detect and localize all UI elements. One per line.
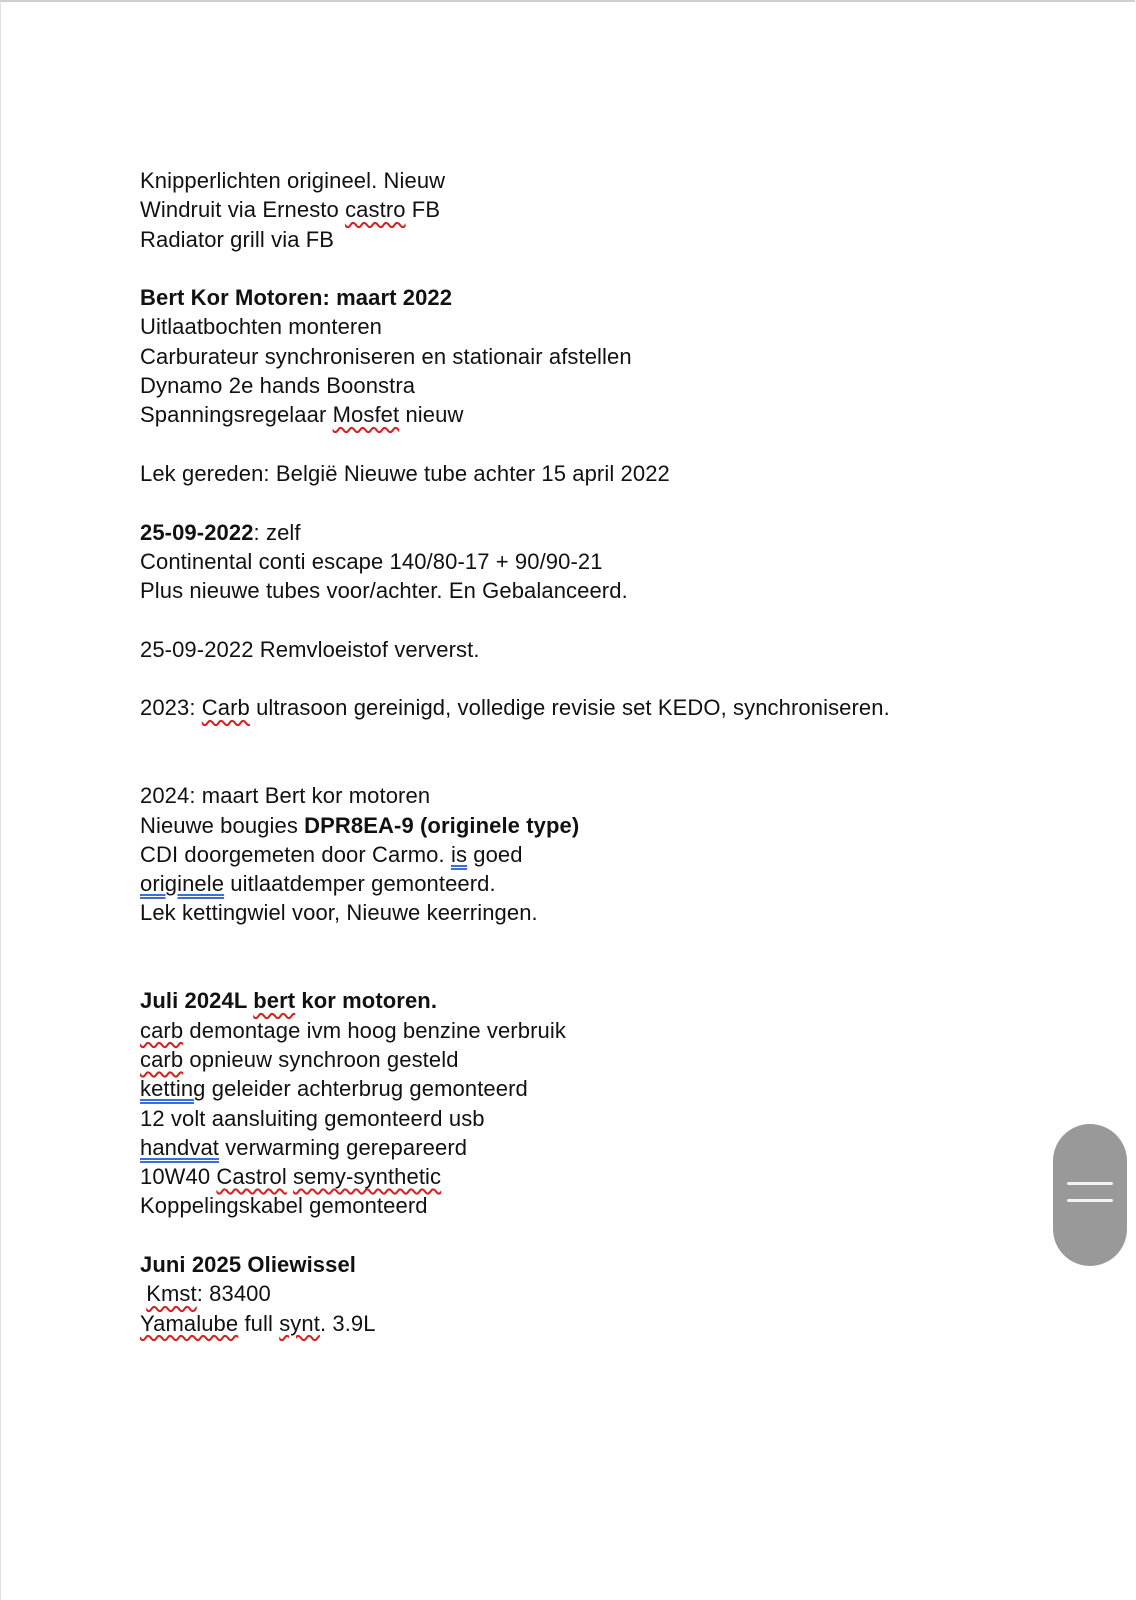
text-line: Uitlaatbochten monteren <box>140 314 383 340</box>
text-line: 12 volt aansluiting gemonteerd usb <box>140 1105 485 1131</box>
misspelled-word[interactable]: Yamalube <box>140 1310 239 1336</box>
grammar-flagged-word[interactable]: is <box>450 841 468 867</box>
text-line: Dynamo 2e hands Boonstra <box>140 373 416 399</box>
misspelled-word[interactable]: synt <box>279 1310 320 1336</box>
text-line: 2024: maart Bert kor motoren <box>140 783 431 809</box>
section-heading: Bert Kor Motoren: maart 2022 <box>140 285 453 311</box>
text-line: CDI doorgemeten door Carmo. is goed <box>140 841 523 867</box>
text-line: Carburateur synchroniseren en stationair afstellen <box>140 343 632 369</box>
drag-handle-icon <box>1067 1182 1113 1185</box>
section-heading: Juni 2025 Oliewissel <box>140 1251 357 1277</box>
grammar-flagged-word[interactable]: originele <box>140 871 225 897</box>
misspelled-word[interactable]: carb <box>140 1046 184 1072</box>
misspelled-word[interactable]: semy-synthetic <box>293 1164 442 1190</box>
text-line: 25-09-2022: zelf <box>140 519 301 545</box>
text-line: ketting geleider achterbrug gemonteerd <box>140 1076 528 1102</box>
part-number: DPR8EA-9 (originele type) <box>304 812 580 838</box>
grammar-flagged-word[interactable]: handvat <box>140 1134 219 1160</box>
text-line: Kmst: 83400 <box>146 1281 271 1307</box>
text-line: 10W40 Castrol semy-synthetic <box>140 1164 442 1190</box>
text-line: Continental conti escape 140/80-17 + 90/90-21 <box>140 548 603 574</box>
text-line: carb opnieuw synchroon gesteld <box>140 1046 459 1072</box>
text-line: 25-09-2022 Remvloeistof ververst. <box>140 636 480 662</box>
misspelled-word[interactable]: Mosfet <box>332 402 400 428</box>
misspelled-word[interactable]: Kmst <box>146 1281 197 1307</box>
text-line: carb demontage ivm hoog benzine verbruik <box>140 1017 566 1043</box>
text-line: Lek gereden: België Nieuwe tube achter 15 april 2022 <box>140 460 670 486</box>
text-line: Radiator grill via FB <box>140 226 335 252</box>
text-line: Knipperlichten origineel. Nieuw <box>140 168 446 193</box>
date-label: 25-09-2022 <box>140 519 254 545</box>
scroll-handle[interactable] <box>1053 1124 1127 1266</box>
misspelled-word[interactable]: carb <box>140 1017 184 1043</box>
document-body <box>140 166 1040 1338</box>
text-line: Koppelingskabel gemonteerd <box>140 1193 428 1219</box>
drag-handle-icon <box>1067 1199 1113 1202</box>
text-line: Yamalube full synt. 3.9L <box>140 1310 376 1336</box>
text-line: Spanningsregelaar Mosfet nieuw <box>140 402 464 428</box>
text-line: Nieuwe bougies DPR8EA-9 (originele type) <box>140 812 580 838</box>
text-line: Lek kettingwiel voor, Nieuwe keerringen. <box>140 900 538 926</box>
misspelled-word[interactable]: Castrol <box>216 1164 287 1190</box>
text-line: handvat verwarming gerepareerd <box>140 1134 468 1160</box>
misspelled-word[interactable]: bert <box>253 988 296 1014</box>
text-line: Windruit via Ernesto castro FB <box>140 197 441 223</box>
misspelled-word[interactable]: castro <box>345 197 406 223</box>
text-line: originele uitlaatdemper gemonteerd. <box>140 871 496 897</box>
text-line: Plus nieuwe tubes voor/achter. En Gebalanceerd. <box>140 578 628 604</box>
grammar-flagged-word[interactable]: ketting <box>140 1076 206 1102</box>
misspelled-word[interactable]: Carb <box>201 695 250 721</box>
section-heading: Juli 2024L bert kor motoren. <box>140 988 438 1014</box>
text-line: 2023: Carb ultrasoon gereinigd, volledige revisie set KEDO, synchroniseren. <box>140 695 890 721</box>
